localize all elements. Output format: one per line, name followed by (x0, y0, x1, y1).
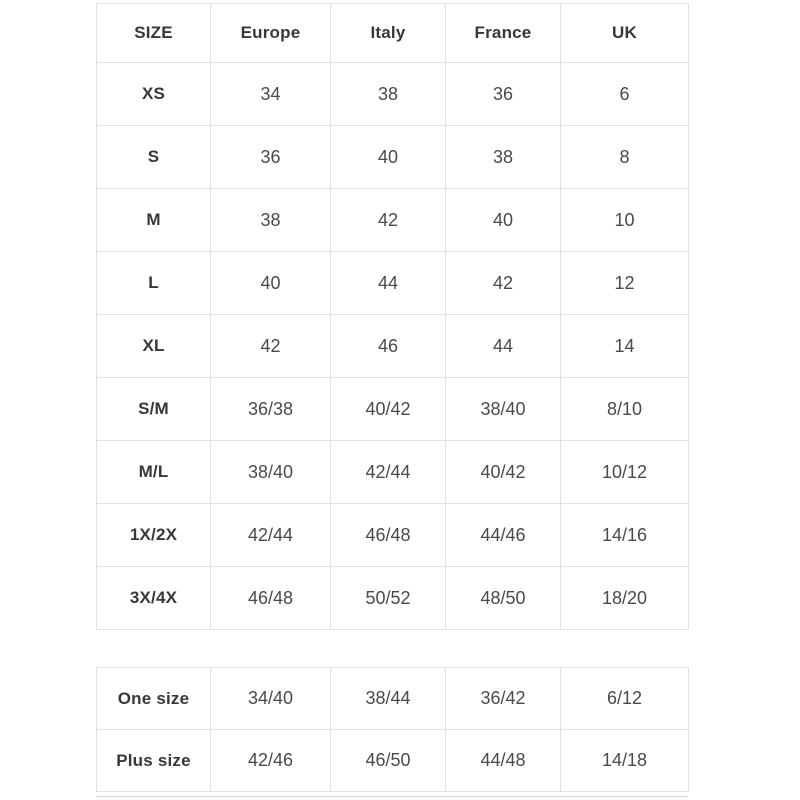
table-row (97, 126, 689, 189)
size-value-cell: 8/10 (561, 378, 689, 441)
size-value-cell: 38/44 (331, 668, 446, 730)
column-header: UK (561, 4, 689, 63)
size-value-cell: 38/40 (446, 378, 561, 441)
special-size-table-body (97, 668, 689, 792)
size-table-body (97, 63, 689, 630)
size-value-cell: 40/42 (331, 378, 446, 441)
size-value-cell: 42 (211, 315, 331, 378)
size-value-cell: 40 (331, 126, 446, 189)
table-row (97, 252, 689, 315)
size-label-cell: XS (97, 63, 211, 126)
size-value-cell: 38 (446, 126, 561, 189)
column-header: Europe (211, 4, 331, 63)
size-value-cell: 46/48 (331, 504, 446, 567)
size-value-cell: 14/16 (561, 504, 689, 567)
column-header: France (446, 4, 561, 63)
table-row (97, 441, 689, 504)
size-value-cell: 36 (446, 63, 561, 126)
size-conversion-table (96, 3, 689, 630)
size-value-cell: 6 (561, 63, 689, 126)
size-label-cell: S (97, 126, 211, 189)
size-value-cell: 42/46 (211, 730, 331, 792)
size-table-header-row (97, 4, 689, 63)
size-value-cell: 36 (211, 126, 331, 189)
size-value-cell: 42 (446, 252, 561, 315)
column-header: SIZE (97, 4, 211, 63)
table-row (97, 63, 689, 126)
table-row (97, 730, 689, 792)
size-value-cell: 14/18 (561, 730, 689, 792)
table-row (97, 504, 689, 567)
size-label-cell: XL (97, 315, 211, 378)
size-value-cell: 40 (446, 189, 561, 252)
size-label-cell: S/M (97, 378, 211, 441)
size-value-cell: 36/38 (211, 378, 331, 441)
size-value-cell: 48/50 (446, 567, 561, 630)
size-value-cell: 8 (561, 126, 689, 189)
size-value-cell: 40/42 (446, 441, 561, 504)
table-row (97, 189, 689, 252)
size-value-cell: 34 (211, 63, 331, 126)
table-row (97, 668, 689, 730)
size-value-cell: 38 (331, 63, 446, 126)
column-header: Italy (331, 4, 446, 63)
size-label-cell: One size (97, 668, 211, 730)
special-size-conversion-table (96, 667, 689, 792)
size-label-cell: 1X/2X (97, 504, 211, 567)
size-value-cell: 42/44 (331, 441, 446, 504)
size-value-cell: 10/12 (561, 441, 689, 504)
size-value-cell: 36/42 (446, 668, 561, 730)
size-value-cell: 44 (331, 252, 446, 315)
size-value-cell: 10 (561, 189, 689, 252)
size-value-cell: 34/40 (211, 668, 331, 730)
size-value-cell: 44/46 (446, 504, 561, 567)
table-row (97, 378, 689, 441)
size-label-cell: L (97, 252, 211, 315)
table-row (97, 567, 689, 630)
size-label-cell: Plus size (97, 730, 211, 792)
size-value-cell: 44 (446, 315, 561, 378)
table-row (97, 315, 689, 378)
size-value-cell: 46 (331, 315, 446, 378)
size-value-cell: 38 (211, 189, 331, 252)
size-value-cell: 46/50 (331, 730, 446, 792)
size-label-cell: M (97, 189, 211, 252)
size-value-cell: 40 (211, 252, 331, 315)
size-value-cell: 6/12 (561, 668, 689, 730)
cutoff-next-table-edge (96, 796, 688, 800)
size-value-cell: 46/48 (211, 567, 331, 630)
size-value-cell: 42 (331, 189, 446, 252)
size-label-cell: M/L (97, 441, 211, 504)
size-value-cell: 42/44 (211, 504, 331, 567)
size-value-cell: 12 (561, 252, 689, 315)
size-value-cell: 50/52 (331, 567, 446, 630)
size-label-cell: 3X/4X (97, 567, 211, 630)
size-value-cell: 38/40 (211, 441, 331, 504)
size-value-cell: 14 (561, 315, 689, 378)
size-value-cell: 18/20 (561, 567, 689, 630)
size-value-cell: 44/48 (446, 730, 561, 792)
